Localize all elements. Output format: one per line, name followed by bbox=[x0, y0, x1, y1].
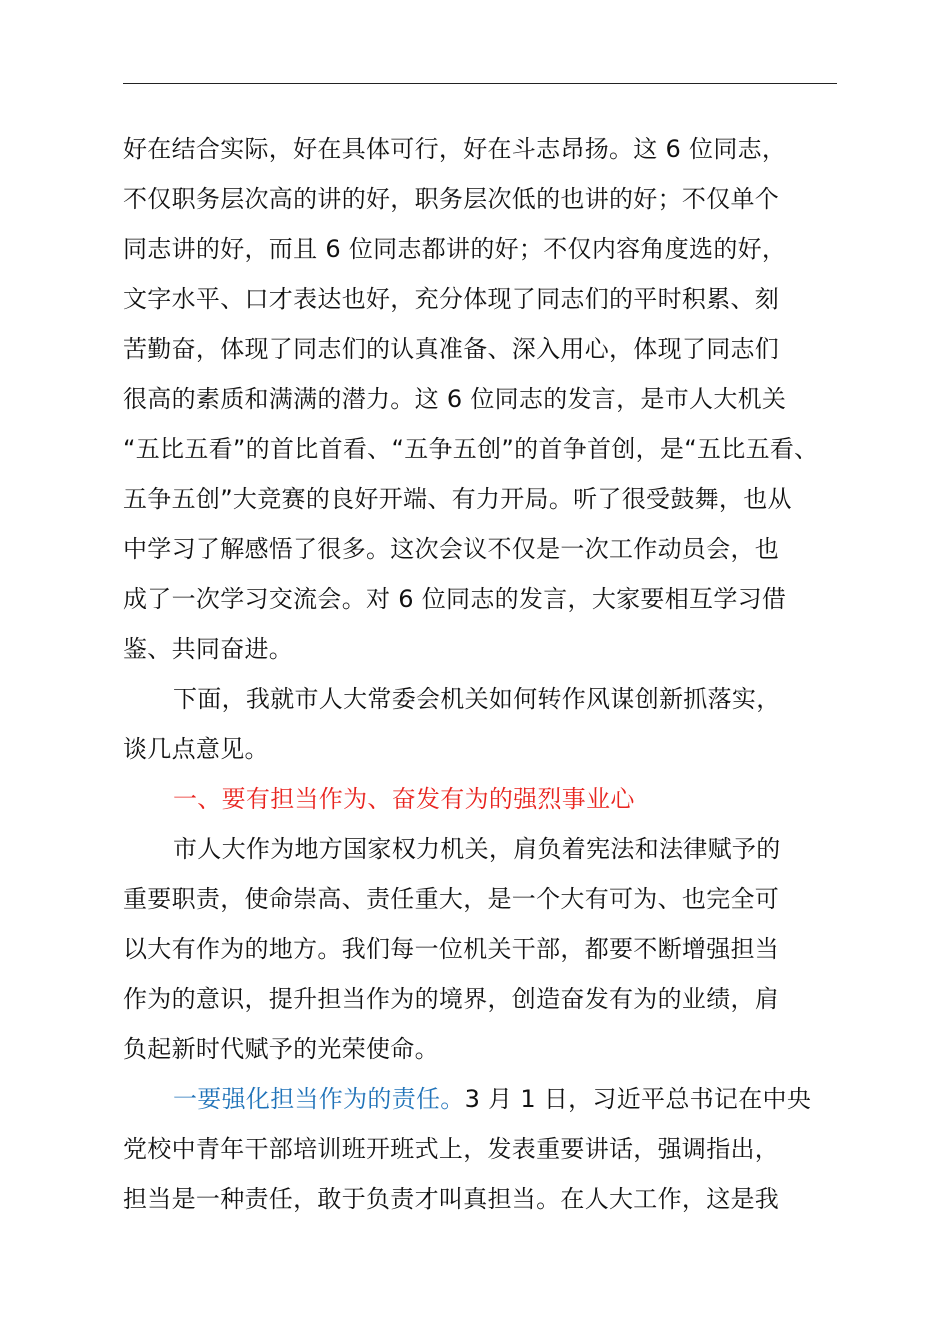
section-heading-text: 一、要有担当作为、奋发有为的强烈事业心 bbox=[173, 785, 635, 813]
text-line bbox=[123, 1074, 837, 1124]
text-line: 鉴、共同奋进。 bbox=[123, 635, 294, 663]
text-line: 成了一次学习交流会。对 6 位同志的发言，大家要相互学习借 bbox=[123, 585, 787, 613]
paragraph bbox=[123, 824, 837, 1074]
header-rule bbox=[123, 83, 837, 84]
text-line: 很高的素质和满满的潜力。这 6 位同志的发言，是市人大机关 bbox=[123, 385, 787, 413]
text-line: 重要职责，使命崇高、责任重大，是一个大有可为、也完全可 bbox=[123, 885, 780, 913]
section-heading bbox=[123, 774, 837, 824]
text-line: 以大有作为的地方。我们每一位机关干部，都要不断增强担当 bbox=[123, 935, 780, 963]
text-line: 谈几点意见。 bbox=[123, 735, 269, 763]
text-line: 党校中青年干部培训班开班式上，发表重要讲话，强调指出， bbox=[123, 1135, 780, 1163]
text-line: 文字水平、口才表达也好，充分体现了同志们的平时积累、刻 bbox=[123, 285, 780, 313]
text-line-rest: 3 月 1 日，习近平总书记在中央 bbox=[464, 1085, 812, 1113]
document-body bbox=[123, 124, 837, 1224]
text-line: 不仅职务层次高的讲的好，职务层次低的也讲的好；不仅单个 bbox=[123, 185, 780, 213]
text-line: 下面，我就市人大常委会机关如何转作风谋创新抓落实， bbox=[173, 685, 781, 713]
subsection-lead: 一要强化担当作为的责任。 bbox=[173, 1085, 465, 1113]
paragraph bbox=[123, 124, 837, 674]
text-line: 中学习了解感悟了很多。这次会议不仅是一次工作动员会，也 bbox=[123, 535, 780, 563]
text-line: 同志讲的好，而且 6 位同志都讲的好；不仅内容角度选的好， bbox=[123, 235, 787, 263]
text-line: 作为的意识，提升担当作为的境界，创造奋发有为的业绩，肩 bbox=[123, 985, 780, 1013]
paragraph bbox=[123, 1074, 837, 1224]
text-line: 市人大作为地方国家权力机关，肩负着宪法和法律赋予的 bbox=[173, 835, 781, 863]
text-line: 五争五创”大竞赛的良好开端、有力开局。听了很受鼓舞，也从 bbox=[123, 485, 792, 513]
text-line: “五比五看”的首比首看、“五争五创”的首争首创，是“五比五看、 bbox=[123, 435, 819, 463]
text-line: 担当是一种责任，敢于负责才叫真担当。在人大工作，这是我 bbox=[123, 1185, 780, 1213]
text-line: 苦勤奋，体现了同志们的认真准备、深入用心，体现了同志们 bbox=[123, 335, 780, 363]
text-line: 好在结合实际，好在具体可行，好在斗志昂扬。这 6 位同志， bbox=[123, 135, 787, 163]
paragraph bbox=[123, 674, 837, 774]
text-line: 负起新时代赋予的光荣使命。 bbox=[123, 1035, 439, 1063]
